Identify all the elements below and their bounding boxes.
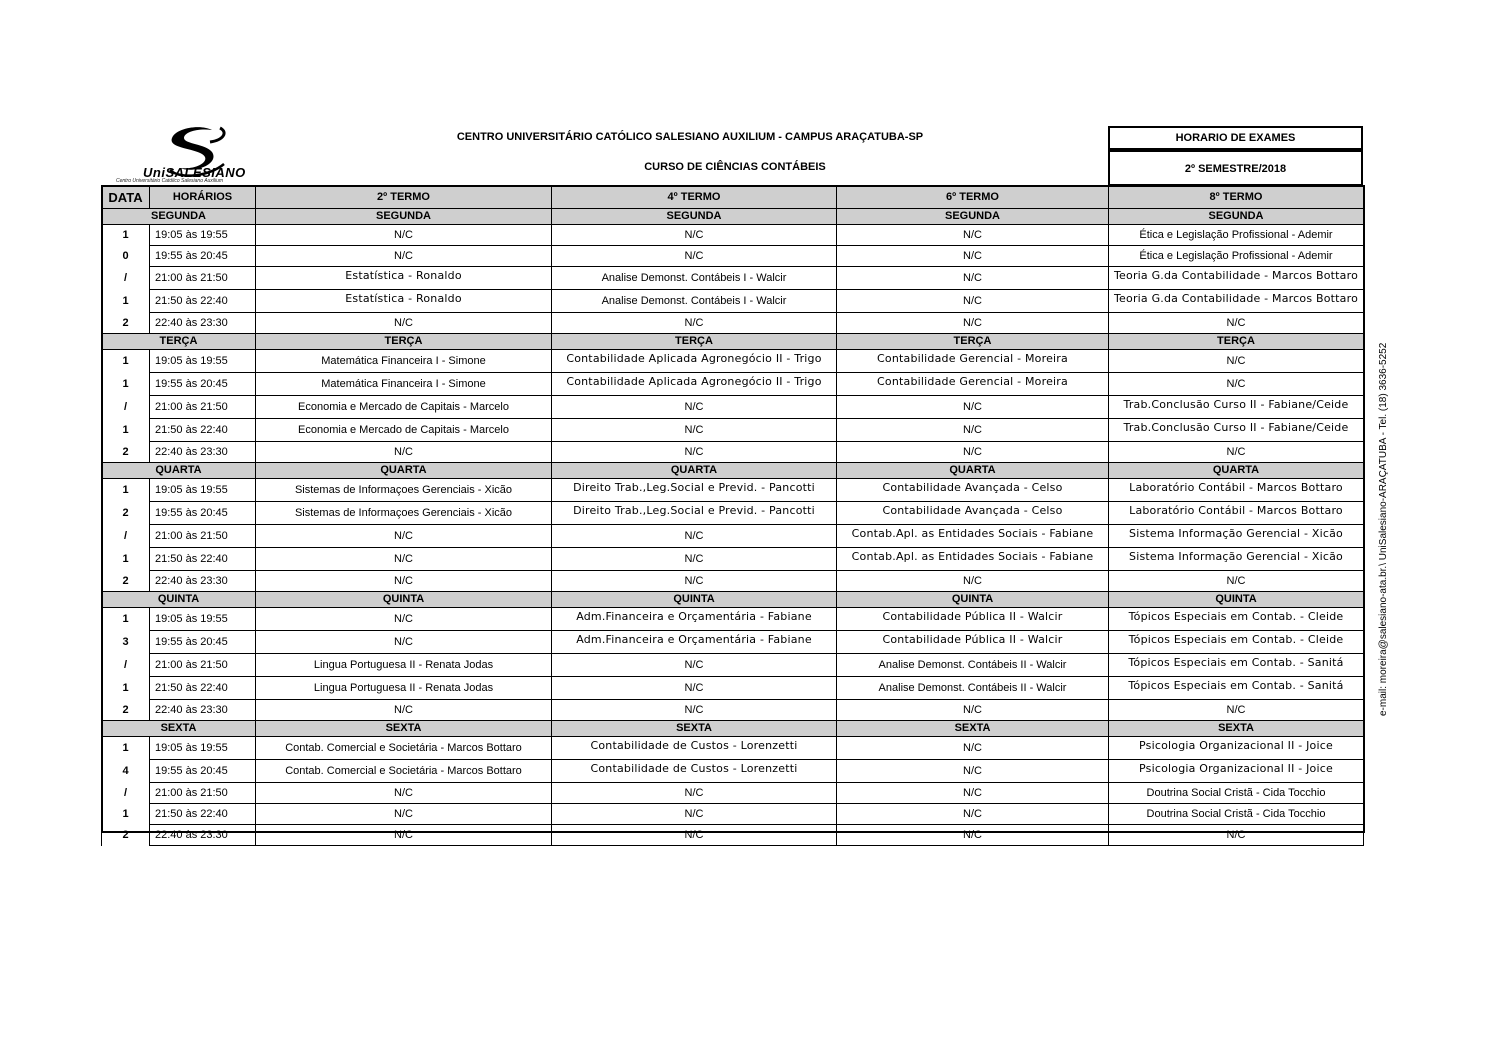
day-header-row bbox=[102, 334, 1364, 350]
date-digit: 1 bbox=[102, 373, 150, 396]
time-slot: 19:05 às 19:55 bbox=[150, 350, 256, 373]
exam-cell: Contabilidade Avançada - Celso bbox=[837, 479, 1109, 502]
table-row bbox=[102, 396, 1364, 419]
date-digit: 1 bbox=[102, 350, 150, 373]
day-name-term-label: SEGUNDA bbox=[256, 209, 552, 225]
table-row bbox=[102, 419, 1364, 442]
side-contact-info: e-mail: moreira@salesiano-ata.br.\ UniSalesiano-ARAÇATUBA - Tel. (18) 3636-5252 bbox=[1378, 342, 1389, 716]
table-row bbox=[102, 373, 1364, 396]
exam-cell: Laboratório Contábil - Marcos Bottaro bbox=[1109, 502, 1364, 525]
exam-cell: N/C bbox=[837, 267, 1109, 290]
day-name-term-label: SEXTA bbox=[1109, 721, 1364, 737]
table-row bbox=[102, 502, 1364, 525]
table-row bbox=[102, 631, 1364, 654]
exam-cell: N/C bbox=[837, 700, 1109, 721]
table-row bbox=[102, 760, 1364, 783]
day-header-row bbox=[102, 592, 1364, 608]
exam-cell: Lingua Portuguesa II - Renata Jodas bbox=[256, 677, 552, 700]
exam-cell: N/C bbox=[837, 825, 1109, 846]
exam-cell: N/C bbox=[256, 225, 552, 246]
col-header-2-termo: 2º TERMO bbox=[256, 186, 552, 209]
table-row bbox=[102, 654, 1364, 677]
exam-cell: Contab.Apl. as Entidades Sociais - Fabiane bbox=[837, 548, 1109, 571]
day-name-term-label: SEGUNDA bbox=[1109, 209, 1364, 225]
course-title: CURSO DE CIÊNCIAS CONTÁBEIS bbox=[644, 161, 826, 173]
exam-cell: N/C bbox=[837, 804, 1109, 825]
exam-cell: Contabilidade de Custos - Lorenzetti bbox=[552, 737, 837, 760]
day-name-term-label: QUINTA bbox=[256, 592, 552, 608]
date-digit: 1 bbox=[102, 804, 150, 825]
time-slot: 21:50 às 22:40 bbox=[150, 290, 256, 313]
date-digit: 2 bbox=[102, 313, 150, 334]
day-header-row bbox=[102, 209, 1364, 225]
day-name-term-label: QUARTA bbox=[1109, 463, 1364, 479]
exam-cell: N/C bbox=[1109, 825, 1364, 846]
exam-cell: N/C bbox=[552, 246, 837, 267]
time-slot: 21:00 às 21:50 bbox=[150, 783, 256, 804]
exam-cell: N/C bbox=[256, 783, 552, 804]
column-header-row bbox=[102, 186, 1364, 209]
day-header-row bbox=[102, 721, 1364, 737]
exam-cell: N/C bbox=[256, 548, 552, 571]
exam-cell: N/C bbox=[552, 677, 837, 700]
exam-cell: N/C bbox=[837, 419, 1109, 442]
day-name-term-label: SEXTA bbox=[552, 721, 837, 737]
table-row bbox=[102, 225, 1364, 246]
date-digit: 1 bbox=[102, 479, 150, 502]
date-digit: 1 bbox=[102, 419, 150, 442]
exam-cell: N/C bbox=[552, 804, 837, 825]
exam-cell: Contabilidade Aplicada Agronegócio II - Trigo bbox=[552, 373, 837, 396]
exam-cell: Economia e Mercado de Capitais - Marcelo bbox=[256, 419, 552, 442]
table-row bbox=[102, 608, 1364, 631]
date-digit: 2 bbox=[102, 700, 150, 721]
exam-cell: N/C bbox=[552, 783, 837, 804]
time-slot: 22:40 às 23:30 bbox=[150, 571, 256, 592]
date-digit: / bbox=[102, 783, 150, 804]
exam-cell: N/C bbox=[1109, 373, 1364, 396]
exam-cell: N/C bbox=[1109, 571, 1364, 592]
exam-cell: N/C bbox=[552, 396, 837, 419]
exam-cell: Lingua Portuguesa II - Renata Jodas bbox=[256, 654, 552, 677]
table-row bbox=[102, 700, 1364, 721]
day-name-term-label: SEXTA bbox=[837, 721, 1109, 737]
exam-cell: Contabilidade Gerencial - Moreira bbox=[837, 350, 1109, 373]
exam-cell: N/C bbox=[837, 246, 1109, 267]
exam-cell: Tópicos Especiais em Contab. - Sanitá bbox=[1109, 677, 1364, 700]
date-digit: 1 bbox=[102, 608, 150, 631]
exam-cell: Matemática Financeira I - Simone bbox=[256, 350, 552, 373]
exam-cell: Psicologia Organizacional II - Joice bbox=[1109, 737, 1364, 760]
exam-cell: Direito Trab.,Leg.Social e Previd. - Pancotti bbox=[552, 502, 837, 525]
exam-cell: Ética e Legislação Profissional - Ademir bbox=[1109, 225, 1364, 246]
exam-cell: Sistemas de Informaçoes Gerenciais - Xicão bbox=[256, 479, 552, 502]
table-row bbox=[102, 267, 1364, 290]
day-name-term-label: QUARTA bbox=[256, 463, 552, 479]
exam-cell: Analise Demonst. Contábeis II - Walcir bbox=[837, 677, 1109, 700]
day-name-term-label: TERÇA bbox=[256, 334, 552, 350]
table-row bbox=[102, 571, 1364, 592]
day-name-term-label: SEGUNDA bbox=[837, 209, 1109, 225]
day-name-term-label: QUINTA bbox=[837, 592, 1109, 608]
exam-cell: N/C bbox=[552, 313, 837, 334]
logo-wordmark: UniSALESIANO bbox=[143, 165, 246, 180]
table-row bbox=[102, 825, 1364, 846]
day-name-term-label: QUINTA bbox=[552, 592, 837, 608]
col-header-8-termo: 8º TERMO bbox=[1109, 186, 1364, 209]
exam-cell: Analise Demonst. Contábeis II - Walcir bbox=[837, 654, 1109, 677]
date-digit: 2 bbox=[102, 442, 150, 463]
exam-cell: N/C bbox=[1109, 313, 1364, 334]
exam-cell: Doutrina Social Cristã - Cida Tocchio bbox=[1109, 804, 1364, 825]
date-digit: 0 bbox=[102, 246, 150, 267]
document-title-box: HORARIO DE EXAMES bbox=[1108, 126, 1363, 150]
table-row bbox=[102, 313, 1364, 334]
day-name-term-label: SEGUNDA bbox=[552, 209, 837, 225]
exam-cell: Ética e Legislação Profissional - Ademir bbox=[1109, 246, 1364, 267]
exam-cell: N/C bbox=[1109, 442, 1364, 463]
exam-cell: Contabilidade Pública II - Walcir bbox=[837, 608, 1109, 631]
exam-cell: Sistema Informação Gerencial - Xicão bbox=[1109, 548, 1364, 571]
time-slot: 22:40 às 23:30 bbox=[150, 313, 256, 334]
semester-box: 2º SEMESTRE/2018 bbox=[1108, 150, 1363, 186]
time-slot: 19:55 às 20:45 bbox=[150, 373, 256, 396]
time-slot: 19:05 às 19:55 bbox=[150, 479, 256, 502]
day-name-label: SEXTA bbox=[102, 721, 256, 737]
exam-cell: N/C bbox=[837, 571, 1109, 592]
exam-cell: N/C bbox=[552, 225, 837, 246]
day-name-term-label: TERÇA bbox=[552, 334, 837, 350]
exam-cell: N/C bbox=[552, 654, 837, 677]
date-digit: / bbox=[102, 525, 150, 548]
date-digit: / bbox=[102, 654, 150, 677]
day-name-label: QUINTA bbox=[102, 592, 256, 608]
time-slot: 22:40 às 23:30 bbox=[150, 825, 256, 846]
exam-cell: N/C bbox=[552, 419, 837, 442]
time-slot: 19:05 às 19:55 bbox=[150, 737, 256, 760]
date-digit: 1 bbox=[102, 737, 150, 760]
exam-cell: N/C bbox=[552, 571, 837, 592]
exam-cell: N/C bbox=[552, 700, 837, 721]
exam-cell: Estatística - Ronaldo bbox=[256, 267, 552, 290]
exam-cell: N/C bbox=[1109, 350, 1364, 373]
exam-cell: Tópicos Especiais em Contab. - Cleide bbox=[1109, 631, 1364, 654]
exam-cell: N/C bbox=[552, 442, 837, 463]
exam-cell: N/C bbox=[256, 700, 552, 721]
exam-cell: Direito Trab.,Leg.Social e Previd. - Pancotti bbox=[552, 479, 837, 502]
exam-cell: N/C bbox=[552, 825, 837, 846]
exam-cell: Contabilidade Gerencial - Moreira bbox=[837, 373, 1109, 396]
day-name-term-label: TERÇA bbox=[1109, 334, 1364, 350]
exam-cell: Doutrina Social Cristã - Cida Tocchio bbox=[1109, 783, 1364, 804]
time-slot: 21:00 às 21:50 bbox=[150, 396, 256, 419]
time-slot: 19:05 às 19:55 bbox=[150, 608, 256, 631]
exam-cell: Adm.Financeira e Orçamentária - Fabiane bbox=[552, 608, 837, 631]
exam-cell: N/C bbox=[256, 442, 552, 463]
time-slot: 21:00 às 21:50 bbox=[150, 654, 256, 677]
exam-cell: N/C bbox=[256, 246, 552, 267]
logo-tagline: Centro Universitário Católico Salesiano Auxilium bbox=[116, 178, 224, 184]
day-name-label: TERÇA bbox=[102, 334, 256, 350]
time-slot: 21:50 às 22:40 bbox=[150, 677, 256, 700]
date-digit: 2 bbox=[102, 825, 150, 846]
exam-cell: Contabilidade Pública II - Walcir bbox=[837, 631, 1109, 654]
exam-cell: N/C bbox=[256, 525, 552, 548]
exam-cell: N/C bbox=[256, 608, 552, 631]
exam-cell: N/C bbox=[256, 313, 552, 334]
day-name-term-label: SEXTA bbox=[256, 721, 552, 737]
schedule-table bbox=[101, 185, 1364, 846]
exam-cell: N/C bbox=[256, 571, 552, 592]
table-row bbox=[102, 677, 1364, 700]
col-header-horarios: HORÁRIOS bbox=[150, 186, 256, 209]
exam-cell: Sistema Informação Gerencial - Xicão bbox=[1109, 525, 1364, 548]
table-row bbox=[102, 290, 1364, 313]
time-slot: 21:50 às 22:40 bbox=[150, 419, 256, 442]
day-name-label: SEGUNDA bbox=[102, 209, 256, 225]
day-header-row bbox=[102, 463, 1364, 479]
col-header-4-termo: 4º TERMO bbox=[552, 186, 837, 209]
table-row bbox=[102, 350, 1364, 373]
exam-cell: N/C bbox=[256, 804, 552, 825]
time-slot: 21:00 às 21:50 bbox=[150, 525, 256, 548]
exam-cell: N/C bbox=[837, 760, 1109, 783]
exam-cell: N/C bbox=[837, 313, 1109, 334]
exam-cell: N/C bbox=[837, 225, 1109, 246]
exam-cell: N/C bbox=[256, 631, 552, 654]
exam-cell: Psicologia Organizacional II - Joice bbox=[1109, 760, 1364, 783]
table-row bbox=[102, 783, 1364, 804]
exam-cell: Estatística - Ronaldo bbox=[256, 290, 552, 313]
date-digit: 1 bbox=[102, 677, 150, 700]
exam-cell: Contabilidade Avançada - Celso bbox=[837, 502, 1109, 525]
date-digit: 2 bbox=[102, 502, 150, 525]
date-digit: 1 bbox=[102, 290, 150, 313]
time-slot: 22:40 às 23:30 bbox=[150, 700, 256, 721]
table-row bbox=[102, 246, 1364, 267]
exam-cell: Laboratório Contábil - Marcos Bottaro bbox=[1109, 479, 1364, 502]
table-row bbox=[102, 548, 1364, 571]
date-digit: 1 bbox=[102, 548, 150, 571]
exam-cell: N/C bbox=[837, 737, 1109, 760]
day-name-term-label: TERÇA bbox=[837, 334, 1109, 350]
exam-cell: N/C bbox=[837, 290, 1109, 313]
exam-cell: Contab.Apl. as Entidades Sociais - Fabiane bbox=[837, 525, 1109, 548]
table-row bbox=[102, 525, 1364, 548]
time-slot: 22:40 às 23:30 bbox=[150, 442, 256, 463]
time-slot: 19:55 às 20:45 bbox=[150, 502, 256, 525]
day-name-label: QUARTA bbox=[102, 463, 256, 479]
date-digit: / bbox=[102, 267, 150, 290]
table-row bbox=[102, 737, 1364, 760]
date-digit: 3 bbox=[102, 631, 150, 654]
exam-cell: Matemática Financeira I - Simone bbox=[256, 373, 552, 396]
exam-cell: Contabilidade de Custos - Lorenzetti bbox=[552, 760, 837, 783]
time-slot: 21:50 às 22:40 bbox=[150, 548, 256, 571]
exam-cell: N/C bbox=[837, 396, 1109, 419]
exam-cell: Tópicos Especiais em Contab. - Cleide bbox=[1109, 608, 1364, 631]
exam-cell: Contab. Comercial e Societária - Marcos Bottaro bbox=[256, 737, 552, 760]
col-header-data: DATA bbox=[102, 186, 150, 209]
institution-title: CENTRO UNIVERSITÁRIO CATÓLICO SALESIANO AUXILIUM - CAMPUS ARAÇATUBA-SP bbox=[456, 131, 924, 143]
exam-cell: N/C bbox=[256, 825, 552, 846]
exam-cell: Economia e Mercado de Capitais - Marcelo bbox=[256, 396, 552, 419]
date-digit: / bbox=[102, 396, 150, 419]
exam-cell: N/C bbox=[552, 525, 837, 548]
exam-cell: Trab.Conclusão Curso II - Fabiane/Ceide bbox=[1109, 396, 1364, 419]
exam-cell: Adm.Financeira e Orçamentária - Fabiane bbox=[552, 631, 837, 654]
day-name-term-label: QUARTA bbox=[837, 463, 1109, 479]
date-digit: 2 bbox=[102, 571, 150, 592]
exam-cell: Analise Demonst. Contábeis I - Walcir bbox=[552, 267, 837, 290]
exam-cell: Contabilidade Aplicada Agronegócio II - Trigo bbox=[552, 350, 837, 373]
time-slot: 19:55 às 20:45 bbox=[150, 760, 256, 783]
exam-cell: N/C bbox=[837, 442, 1109, 463]
exam-cell: Sistemas de Informaçoes Gerenciais - Xicão bbox=[256, 502, 552, 525]
table-row bbox=[102, 442, 1364, 463]
exam-cell: Trab.Conclusão Curso II - Fabiane/Ceide bbox=[1109, 419, 1364, 442]
exam-cell: N/C bbox=[1109, 700, 1364, 721]
exam-cell: N/C bbox=[552, 548, 837, 571]
exam-cell: Analise Demonst. Contábeis I - Walcir bbox=[552, 290, 837, 313]
table-row bbox=[102, 479, 1364, 502]
table-row bbox=[102, 804, 1364, 825]
exam-cell: Tópicos Especiais em Contab. - Sanitá bbox=[1109, 654, 1364, 677]
time-slot: 21:00 às 21:50 bbox=[150, 267, 256, 290]
time-slot: 21:50 às 22:40 bbox=[150, 804, 256, 825]
exam-cell: Teoria G.da Contabilidade - Marcos Bottaro bbox=[1109, 267, 1364, 290]
exam-cell: N/C bbox=[837, 783, 1109, 804]
date-digit: 1 bbox=[102, 225, 150, 246]
time-slot: 19:55 às 20:45 bbox=[150, 246, 256, 267]
col-header-6-termo: 6º TERMO bbox=[837, 186, 1109, 209]
exam-cell: Contab. Comercial e Societária - Marcos Bottaro bbox=[256, 760, 552, 783]
day-name-term-label: QUARTA bbox=[552, 463, 837, 479]
date-digit: 4 bbox=[102, 760, 150, 783]
day-name-term-label: QUINTA bbox=[1109, 592, 1364, 608]
time-slot: 19:55 às 20:45 bbox=[150, 631, 256, 654]
time-slot: 19:05 às 19:55 bbox=[150, 225, 256, 246]
exam-cell: Teoria G.da Contabilidade - Marcos Bottaro bbox=[1109, 290, 1364, 313]
